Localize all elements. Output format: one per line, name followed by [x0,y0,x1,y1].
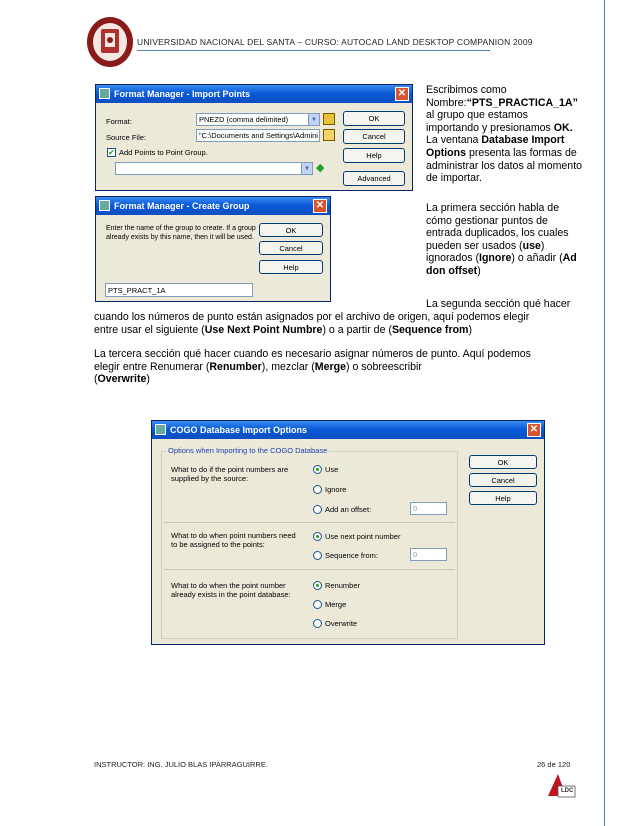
cancel-button[interactable]: Cancel [259,241,323,255]
university-seal-logo [86,16,134,68]
text-line: La ventana Database Import [426,134,565,147]
q1-ignore-label: Ignore [325,485,347,494]
q2-sequence-label: Sequence from: [325,551,378,560]
q3-overwrite-label: Overwrite [325,619,358,628]
import-points-title: Format Manager - Import Points [114,89,251,99]
add-points-checkbox[interactable]: ✔ [108,148,115,157]
q2-use-next-label: Use next point number [325,532,401,541]
q2-use-next-radio[interactable] [313,532,322,541]
section1-paragraph [426,202,606,278]
app-icon [99,200,110,211]
create-group-dialog [95,196,331,302]
text-line: (Overwrite) [94,373,150,386]
q3-renumber-label: Renumber [325,581,361,590]
help-button[interactable]: Help [343,148,405,163]
q1-use-label: Use [325,465,339,474]
point-group-select[interactable] [115,162,313,175]
text-line: La primera sección habla de [426,202,560,214]
chevron-down-icon[interactable]: ▼ [301,163,312,174]
close-icon[interactable]: ✕ [527,423,541,437]
ok-button[interactable]: OK [259,223,323,237]
text-line: Escribimos como [426,84,507,96]
section2-line1: La segunda sección qué hacer [426,298,571,310]
source-file-label: Source File: [106,133,147,142]
offset-input[interactable]: 0 [410,502,447,515]
cogo-title: COGO Database Import Options [170,425,308,435]
format-manager-icon[interactable] [323,113,335,125]
q1-ignore-radio[interactable] [313,485,322,494]
intro-paragraph [426,84,606,185]
q3-merge-radio[interactable] [313,600,322,609]
section3-paragraph [94,348,599,386]
text-line: entrada duplicados, los cuales [426,227,569,240]
footer-page-number: 26 de 120 [537,760,571,769]
ldc-logo-text: LDC [561,788,574,794]
cancel-button[interactable]: Cancel [469,473,537,487]
text-line: Options presenta las formas de [426,146,577,159]
import-points-dialog [95,84,413,191]
import-points-titlebar [96,85,412,103]
add-points-label: Add Points to Point Group. [119,148,208,157]
ok-button[interactable]: OK [469,455,537,469]
cancel-button[interactable]: Cancel [343,129,405,144]
text-line: entre usar el siguiente (Use Next Point Numbre) o a partir de (Sequence from) [94,323,472,336]
format-label: Format: [106,117,132,126]
section2-paragraph [94,311,599,336]
q3-label: What to do when the point number already exists in the point database: [171,581,291,599]
add-group-icon[interactable]: ◆ [316,162,325,174]
sequence-input[interactable]: 0 [410,548,447,561]
create-group-titlebar [96,197,330,215]
format-value: PNEZD (comma delimited) [199,115,289,124]
chevron-down-icon[interactable]: ▼ [308,114,319,125]
cogo-import-options-dialog [151,420,545,645]
advanced-button[interactable]: Advanced [343,171,405,186]
q2-sequence-radio[interactable] [313,551,322,560]
q3-merge-label: Merge [325,600,347,609]
text-line: al grupo que estamos [426,109,528,122]
help-button[interactable]: Help [259,260,323,274]
text-line: pueden ser usados (use) [426,239,545,252]
section-divider [164,569,455,570]
ok-button[interactable]: OK [343,111,405,126]
text-line: cómo gestionar puntos de [426,214,548,227]
help-button[interactable]: Help [469,491,537,505]
section-divider [164,522,455,523]
text-line: ignorados (Ignore) o añadir (Ad [426,252,577,265]
q3-renumber-radio[interactable] [313,581,322,590]
text-line: Nombre:“PTS_PRACTICA_1A” [426,96,578,109]
q2-label: What to do when point numbers need to be assigned to the points: [171,531,296,549]
footer-instructor: INSTRUCTOR: ING. JULIO BLAS IPARRAGUIRRE. [94,760,268,769]
text-line: La tercera sección qué hacer cuando es necesario asignar números de punto. Aquí podemos [94,348,531,360]
q1-use-radio[interactable] [313,465,322,474]
text-line: de importar. [426,172,482,185]
close-icon[interactable]: ✕ [313,199,327,213]
text-line: administrar los datos al momento [426,159,583,172]
text-line: cuando los números de punto están asignados por el archivo de origen, aquí podemos elegir [94,311,530,323]
q3-overwrite-radio[interactable] [313,619,322,628]
close-icon[interactable]: ✕ [395,87,409,101]
header-title: UNIVERSIDAD NACIONAL DEL SANTA – CURSO: AUTOCAD LAND DESKTOP COMPANION 2009 [137,37,533,47]
app-icon [99,88,110,99]
group-title: Options when Importing to the COGO Database [168,446,328,455]
text-line: don offset) [426,264,481,277]
source-file-input[interactable]: "C:\Documents and Settings\Admini [196,129,320,142]
ldc-logo [544,772,576,798]
create-group-instructions: Enter the name of the group to create. If a group already exists by this name, then it will be used. [106,225,256,241]
create-group-title: Format Manager - Create Group [114,201,250,211]
folder-icon[interactable] [323,129,335,141]
cogo-titlebar [152,421,544,439]
q1-label: What to do if the point numbers are supplied by the source: [171,465,289,483]
group-name-input[interactable]: PTS_PRACT_1A [105,283,253,297]
format-select[interactable] [196,113,320,126]
app-icon [155,424,166,435]
text-line: importando y presionamos OK. [426,121,573,134]
text-line: elegir entre Renumerar (Renumber), mezclar (Merge) o sobreescribir [94,360,422,373]
q1-offset-radio[interactable] [313,505,322,514]
header-divider [137,50,490,51]
q1-offset-label: Add an offset: [325,505,372,514]
